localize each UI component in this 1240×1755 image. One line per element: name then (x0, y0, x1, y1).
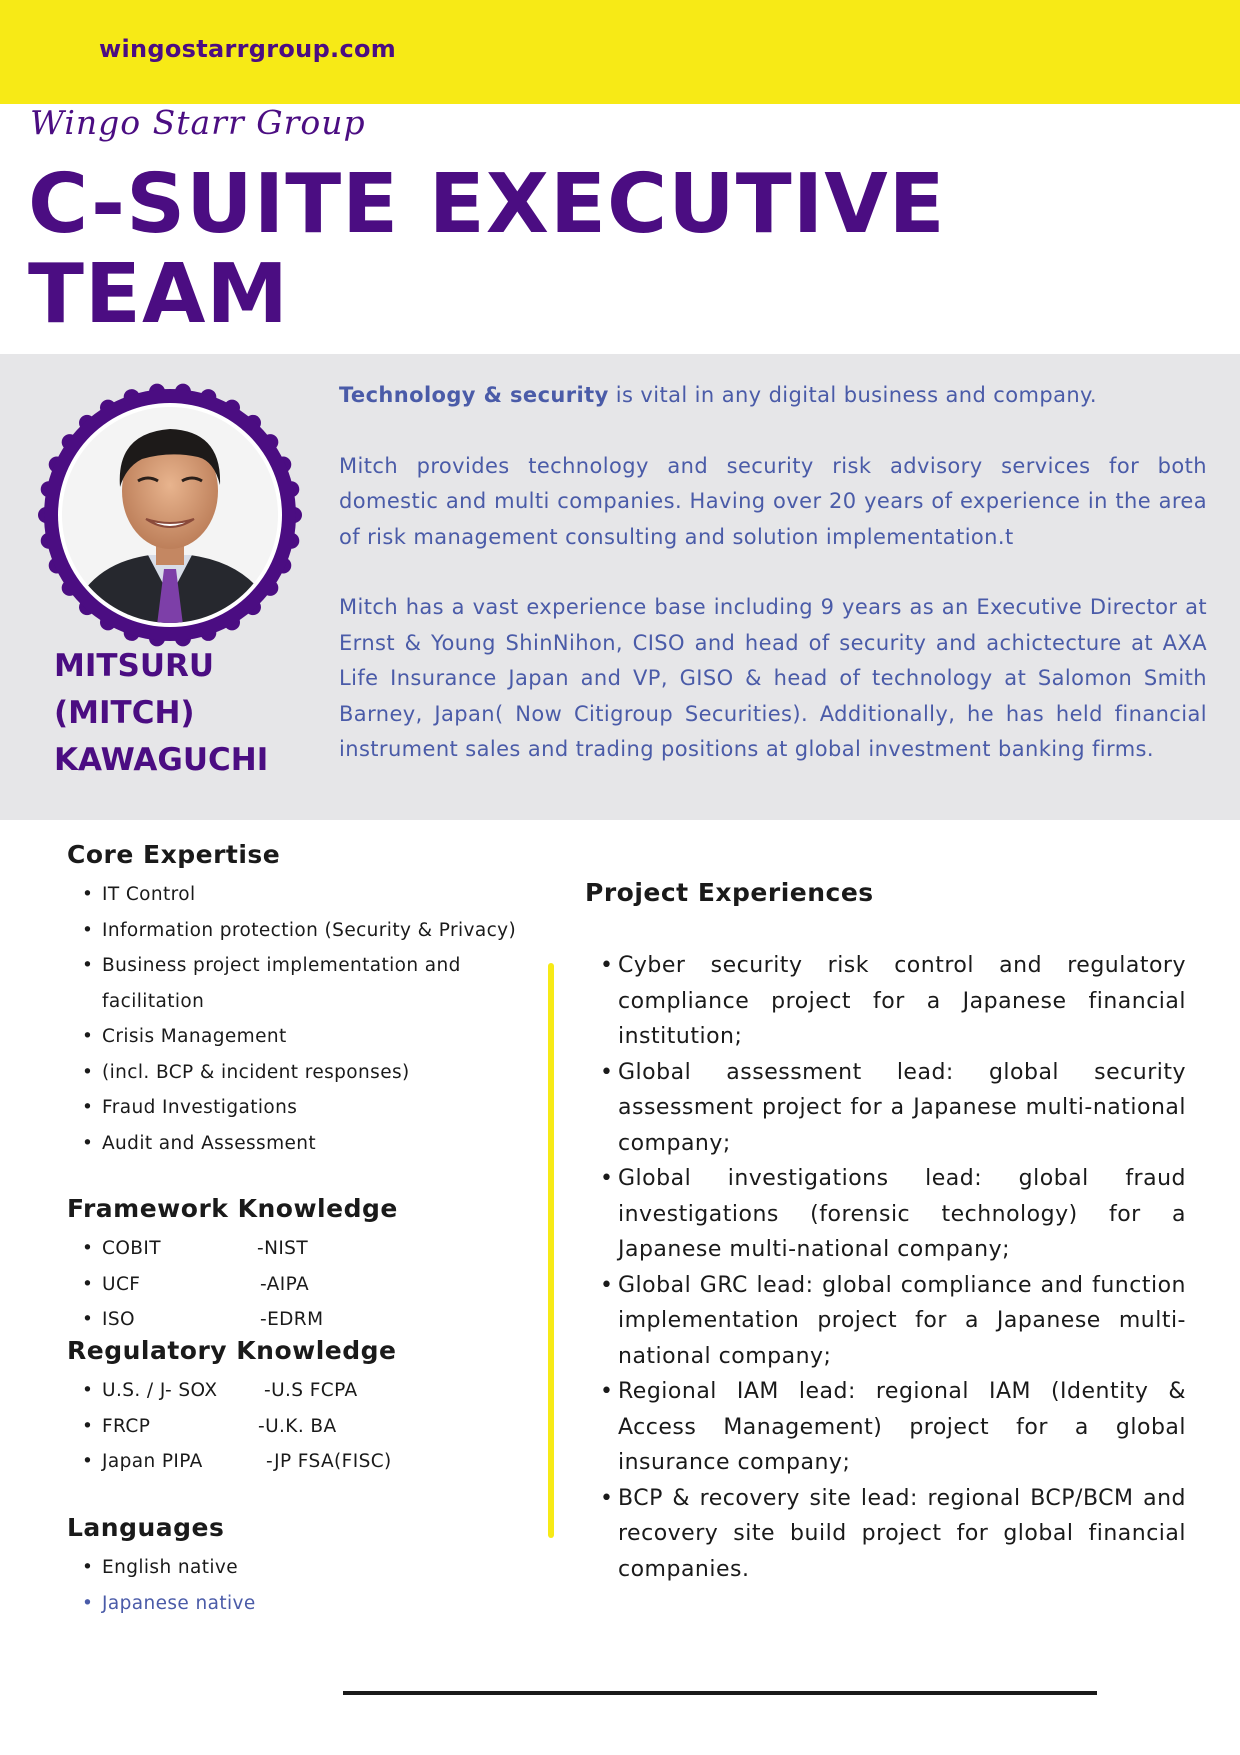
list-item: • Cyber security risk control and regulatory compliance project for a Japanese financial institution; (600, 948, 1186, 1055)
languages-heading: Languages (67, 1513, 225, 1542)
list-item (70, 1231, 470, 1267)
list-item: • Audit and Assessment (70, 1126, 520, 1162)
list-item: • Global assessment lead: global security assessment project for a Japanese multi-national company; (600, 1055, 1186, 1162)
list-item: • BCP & recovery site lead: regional BCP/BCM and recovery site build project for global financial companies. (600, 1481, 1186, 1588)
bio-text (339, 378, 1207, 803)
bio-paragraph-3: Mitch has a vast experience base including 9 years as an Executive Director at Ernst & Young ShinNihon, CISO and head of security and achictecture at AXA Life Insurance Japan and VP, GISO & head of technology at Salomon Smith Barney, Japan( Now Citigroup Securities). Additionally, he has held financial instrument sales and trading positions at global investment banking firms. (339, 595, 1207, 761)
core-expertise-list (70, 877, 520, 1161)
framework-left: COBIT (102, 1238, 161, 1259)
footer-rule (343, 1691, 1097, 1695)
bio-highlight: Technology & security (339, 383, 609, 407)
list-item: • Japanese native (70, 1586, 470, 1622)
column-divider (548, 963, 554, 1538)
regulatory-right: -U.K. BA (258, 1415, 337, 1437)
list-item: • Global GRC lead: global compliance and function implementation project for a Japanese multi-national company; (600, 1268, 1186, 1375)
title-line-2: TEAM (28, 247, 290, 342)
projects-list (600, 948, 1186, 1587)
regulatory-heading: Regulatory Knowledge (67, 1336, 397, 1365)
framework-right: -EDRM (260, 1309, 324, 1330)
projects-heading: Project Experiences (585, 878, 874, 907)
list-item: • (incl. BCP & incident responses) (70, 1055, 520, 1091)
list-item (70, 1409, 490, 1445)
name-line-2: (MITCH) (54, 695, 195, 731)
bio-paragraph-1 (339, 378, 1207, 414)
regulatory-left: Japan PIPA (102, 1451, 203, 1472)
list-item: • Regional IAM lead: regional IAM (Identity & Access Management) project for a global insurance company; (600, 1374, 1186, 1481)
list-item (70, 1267, 470, 1303)
website-link[interactable]: wingostarrgroup.com (99, 35, 397, 63)
regulatory-left: U.S. / J- SOX (102, 1380, 218, 1401)
regulatory-list (70, 1373, 490, 1480)
regulatory-right: -JP FSA(FISC) (266, 1451, 392, 1472)
list-item: • Business project implementation and facilitation (70, 948, 462, 1019)
name-line-1: MITSURU (54, 648, 215, 684)
name-line-3: KAWAGUCHI (54, 742, 269, 778)
profile-photo (38, 383, 302, 647)
languages-list (70, 1550, 470, 1621)
page-title (28, 157, 946, 342)
regulatory-left: FRCP (102, 1415, 151, 1437)
list-item (70, 1444, 490, 1480)
list-item: • Fraud Investigations (70, 1090, 520, 1126)
list-item (70, 1302, 470, 1338)
framework-heading: Framework Knowledge (67, 1194, 398, 1223)
bio-paragraph-2: Mitch provides technology and security risk advisory services for both domestic and multi companies. Having over 20 years of experience in the area of risk management consulting and solution implementation.t (339, 453, 1207, 549)
list-item: • Information protection (Security & Privacy) (70, 913, 520, 949)
bio-paragraph-1-rest: is vital in any digital business and company. (608, 383, 1097, 407)
list-item: • Global investigations lead: global fraud investigations (forensic technology) for a Japanese multi-national company; (600, 1161, 1186, 1268)
brand-name: Wingo Starr Group (30, 103, 366, 142)
framework-right: -NIST (257, 1238, 309, 1259)
list-item: • IT Control (70, 877, 520, 913)
framework-left: ISO (102, 1309, 135, 1330)
core-expertise-heading: Core Expertise (67, 840, 281, 869)
framework-right: -AIPA (260, 1273, 310, 1295)
portrait-image (38, 383, 302, 647)
list-item: • English native (70, 1550, 470, 1586)
regulatory-right: -U.S FCPA (264, 1380, 358, 1401)
executive-name (54, 643, 268, 784)
framework-list (70, 1231, 470, 1338)
framework-left: UCF (102, 1273, 141, 1295)
list-item (70, 1373, 490, 1409)
list-item: • Crisis Management (70, 1019, 520, 1055)
title-line-1: C-SUITE EXECUTIVE (28, 157, 946, 252)
